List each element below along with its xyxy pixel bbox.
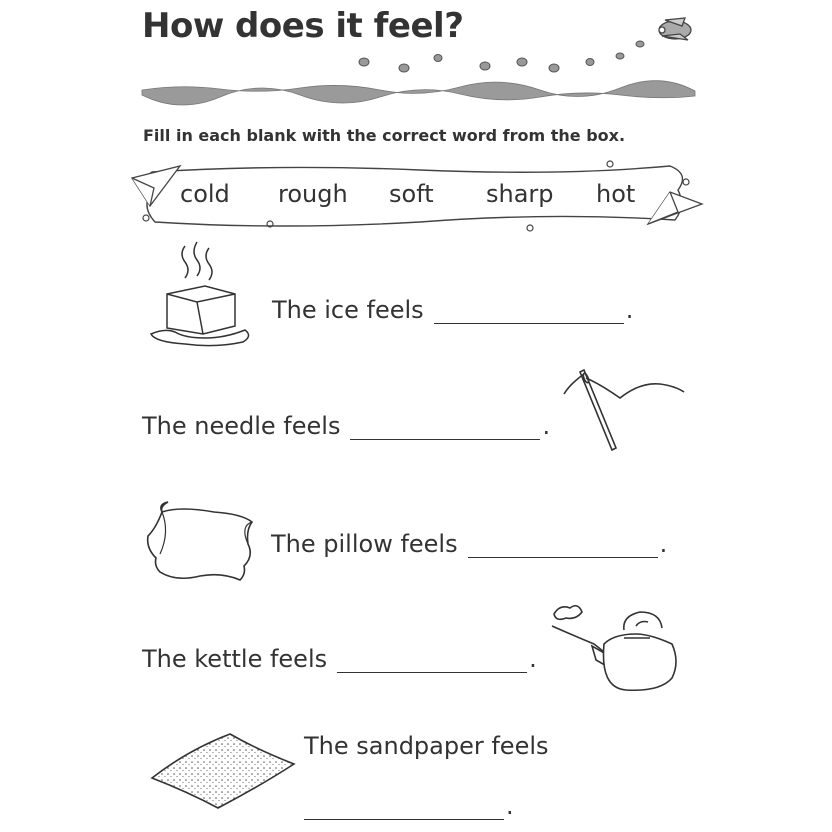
question-kettle-text: The kettle feels (142, 645, 328, 673)
answer-blank-kettle[interactable] (337, 652, 527, 673)
word-option-sharp: sharp (486, 180, 554, 208)
sandpaper-icon (148, 730, 298, 810)
question-ice-end: . (625, 296, 634, 324)
question-sandpaper (304, 732, 549, 760)
kettle-icon (540, 598, 700, 698)
word-option-soft: soft (389, 180, 434, 208)
question-sandpaper-end: . (506, 792, 514, 820)
answer-blank-sandpaper[interactable] (304, 799, 504, 820)
header-divider (140, 80, 700, 102)
question-sandpaper-answer-line (294, 792, 514, 820)
word-option-cold: cold (180, 180, 230, 208)
question-needle (142, 412, 550, 440)
page-title: How does it feel? (142, 6, 464, 46)
question-needle-text: The needle feels (142, 412, 341, 440)
instructions-text: Fill in each blank with the correct word from the box. (143, 126, 626, 145)
question-ice (272, 296, 633, 324)
question-pillow-text: The pillow feels (271, 530, 458, 558)
question-kettle (142, 645, 537, 673)
word-option-hot: hot (596, 180, 636, 208)
question-ice-text: The ice feels (272, 296, 424, 324)
question-kettle-end: . (529, 645, 537, 673)
answer-blank-pillow[interactable] (468, 537, 658, 558)
word-option-rough: rough (278, 180, 348, 208)
paper-plane-icon (132, 166, 180, 206)
pillow-icon (140, 492, 260, 592)
ice-cube-icon (145, 238, 255, 348)
question-pillow-end: . (659, 530, 668, 558)
answer-blank-ice[interactable] (434, 303, 624, 324)
question-needle-end: . (542, 412, 551, 440)
answer-blank-needle[interactable] (350, 419, 540, 440)
question-sandpaper-text: The sandpaper feels (304, 732, 549, 760)
airplane-icon (340, 10, 700, 80)
question-pillow (271, 530, 667, 558)
needle-icon (560, 364, 690, 454)
